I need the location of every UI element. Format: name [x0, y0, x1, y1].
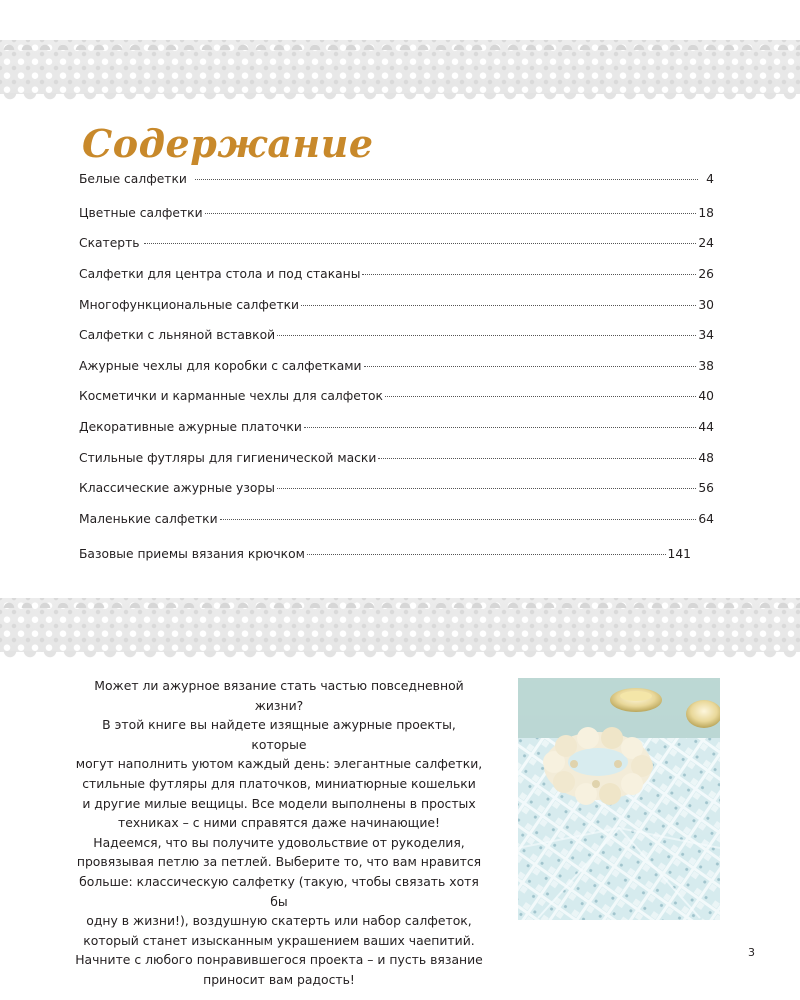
toc-entry-label: Косметички и карманные чехлы для салфеток: [79, 389, 383, 403]
lace-border-top: [0, 40, 800, 94]
toc-leader-dots: [307, 554, 666, 555]
toc-entry-label: Базовые приемы вязания крючком: [79, 547, 305, 561]
toc-entry-page: 4: [706, 172, 714, 186]
intro-line: могут наполнить уютом каждый день: элегантные салфетки,: [75, 756, 483, 772]
toc-entry-page: 24: [698, 236, 714, 250]
intro-line: Надеемся, что вы получите удовольствие от рукоделия,: [93, 834, 465, 850]
toc-leader-dots: [195, 179, 698, 180]
toc-leader-dots: [362, 274, 696, 275]
page-title: Содержание: [82, 121, 374, 167]
intro-line: больше: классическую салфетку (такую, чтобы связать хотя бы: [79, 873, 479, 909]
toc-leader-dots: [364, 366, 697, 367]
toc-entry-page: 38: [698, 359, 714, 373]
crochet-photo: [518, 678, 720, 920]
toc-entry[interactable]: [79, 359, 714, 383]
intro-line: и другие милые вещицы. Все модели выполнены в простых: [82, 795, 476, 811]
toc-entry-label: Скатерть: [79, 236, 140, 250]
toc-entry[interactable]: [79, 328, 714, 352]
intro-line: Может ли ажурное вязание стать частью повседневной жизни?: [94, 678, 464, 713]
toc-entry[interactable]: [79, 389, 714, 413]
toc-entry-label: Салфетки с льняной вставкой: [79, 328, 276, 342]
toc-entry-page: 18: [698, 206, 714, 220]
intro-line: стильные футляры для платочков, миниатюрные кошельки: [82, 775, 476, 791]
toc-entry-page: 44: [698, 420, 714, 434]
toc-leader-dots: [277, 488, 696, 489]
toc-entry-page: 26: [698, 267, 714, 281]
toc-entry-label: Белые салфетки: [79, 172, 187, 186]
toc-entry[interactable]: [79, 420, 714, 444]
toc-entry[interactable]: [79, 267, 714, 291]
toc-entry[interactable]: [79, 172, 714, 196]
page-number: 3: [748, 946, 755, 959]
toc-entry-page: 30: [698, 298, 714, 312]
toc-entry-page: 40: [698, 389, 714, 403]
toc-leader-dots: [277, 335, 696, 336]
toc-entry-label: Многофункциональные салфетки: [79, 298, 300, 312]
intro-line: В этой книге вы найдете изящные ажурные проекты, которые: [102, 717, 456, 752]
toc-entry-page: 141: [667, 547, 691, 561]
toc-entry-label: Цветные салфетки: [79, 206, 203, 220]
toc-entry-label: Ажурные чехлы для коробки с салфетками: [79, 359, 362, 373]
toc-entry[interactable]: [79, 547, 691, 571]
intro-line: техниках – с ними справятся даже начинающие!: [118, 815, 440, 831]
toc-entry-label: Стильные футляры для гигиенической маски: [79, 451, 377, 465]
toc-entry-page: 64: [698, 512, 714, 526]
intro-line: который станет изысканным украшением ваших чаепитий.: [83, 932, 475, 948]
toc-entry-label: Салфетки для центра стола и под стаканы: [79, 267, 361, 281]
toc-entry-page: 48: [698, 451, 714, 465]
toc-entry[interactable]: [79, 298, 714, 322]
toc-entry[interactable]: [79, 236, 714, 260]
toc-leader-dots: [304, 427, 697, 428]
toc-leader-dots: [385, 396, 696, 397]
toc-leader-dots: [220, 519, 697, 520]
toc-leader-dots: [205, 213, 697, 214]
toc-entry-page: 56: [698, 481, 714, 495]
toc-leader-dots: [301, 305, 696, 306]
toc-entry-label: Классические ажурные узоры: [79, 481, 275, 495]
toc-entry[interactable]: [79, 451, 714, 475]
intro-line: приносит вам радость!: [203, 971, 355, 987]
toc-entry[interactable]: [79, 512, 714, 536]
toc-entry-page: 34: [698, 328, 714, 342]
toc-leader-dots: [144, 243, 697, 244]
toc-leader-dots: [378, 458, 696, 459]
lace-border-middle: [0, 598, 800, 652]
toc-entry-label: Маленькие салфетки: [79, 512, 218, 526]
toc-entry[interactable]: [79, 206, 714, 230]
toc-entry[interactable]: [79, 481, 714, 505]
intro-line: Начните с любого понравившегося проекта – и пусть вязание: [75, 952, 483, 968]
toc-entry-label: Декоративные ажурные платочки: [79, 420, 302, 434]
intro-line: провязывая петлю за петлей. Выберите то, что вам нравится: [76, 854, 482, 870]
intro-text: [74, 676, 484, 990]
intro-line: одну в жизни!), воздушную скатерть или набор салфеток,: [86, 913, 472, 929]
photo-crochet-tablecloth-flowers: [518, 678, 720, 920]
